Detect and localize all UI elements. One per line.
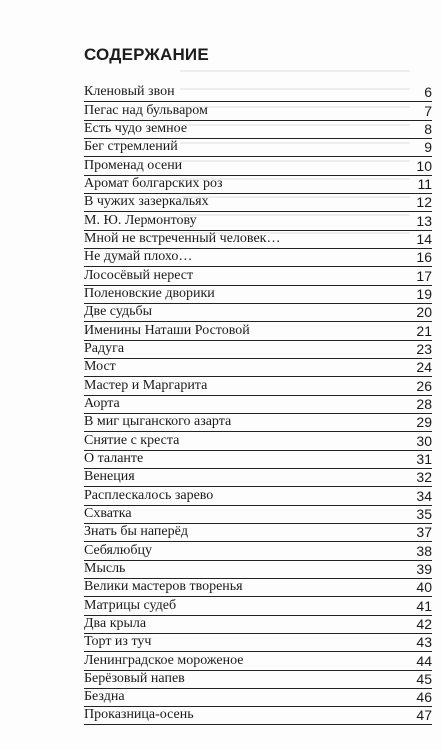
toc-entry-page-number: 13 (416, 212, 432, 229)
toc-entry-page-number: 39 (416, 560, 432, 577)
toc-entry-page-number: 23 (416, 340, 432, 357)
toc-entry-page-number: 10 (416, 157, 432, 174)
toc-entry-page-number: 7 (424, 102, 432, 119)
toc-entry-title: Поленовские дворики (84, 285, 215, 301)
table-of-contents (84, 84, 432, 725)
toc-entry-page-number: 31 (416, 450, 432, 467)
toc-entry-page-number: 35 (416, 505, 432, 522)
toc-entry (84, 194, 432, 212)
toc-entry-page-number: 8 (424, 120, 432, 137)
toc-entry-title: М. Ю. Лермонтову (84, 212, 197, 228)
toc-entry (84, 176, 432, 194)
toc-entry (84, 506, 432, 524)
toc-entry-page-number: 19 (416, 285, 432, 302)
toc-entry (84, 157, 432, 175)
toc-entry-title: Ленинградское мороженое (84, 652, 244, 668)
toc-entry-page-number: 46 (416, 689, 432, 706)
toc-entry (84, 304, 432, 322)
toc-entry-title: Именины Наташи Ростовой (84, 322, 250, 338)
toc-entry-page-number: 29 (416, 414, 432, 431)
toc-entry (84, 432, 432, 450)
toc-entry-title: Два крыла (84, 615, 147, 631)
toc-entry-page-number: 9 (424, 139, 432, 156)
toc-entry-title: Лососёвый нерест (84, 267, 194, 283)
toc-entry-title: Не думай плохо… (84, 249, 193, 265)
toc-entry-title: Радуга (84, 340, 125, 356)
toc-entry-title: Велики мастеров творенья (84, 579, 243, 595)
toc-entry-title: Себялюбцу (84, 542, 152, 558)
toc-entry-title: Есть чудо земное (84, 120, 188, 136)
toc-entry-title: Мост (84, 359, 116, 375)
toc-entry-page-number: 20 (416, 304, 432, 321)
toc-entry-page-number: 42 (416, 615, 432, 632)
toc-entry-title: Кленовый звон (84, 84, 175, 100)
toc-entry (84, 139, 432, 157)
toc-entry-page-number: 26 (416, 377, 432, 394)
toc-entry (84, 469, 432, 487)
toc-entry-page-number: 32 (416, 469, 432, 486)
toc-entry-title: Аромат болгарских роз (84, 175, 223, 191)
toc-entry (84, 451, 432, 469)
toc-entry-page-number: 45 (416, 670, 432, 687)
toc-entry-title: Знать бы наперёд (84, 524, 188, 540)
toc-entry-page-number: 44 (416, 652, 432, 669)
toc-entry (84, 102, 432, 120)
toc-entry-page-number: 43 (416, 634, 432, 651)
toc-entry (84, 322, 432, 340)
toc-entry (84, 249, 432, 267)
toc-entry-title: Бездна (84, 689, 125, 705)
toc-entry-page-number: 12 (416, 194, 432, 211)
contents-heading: СОДЕРЖАНИЕ (84, 45, 209, 64)
toc-entry (84, 377, 432, 395)
toc-entry (84, 707, 432, 725)
toc-entry-title: Проказница-осень (84, 707, 194, 723)
toc-entry-page-number: 11 (417, 175, 432, 192)
toc-entry-page-number: 34 (416, 487, 432, 504)
toc-entry-title: Променад осени (84, 157, 183, 173)
toc-entry (84, 414, 432, 432)
toc-entry (84, 231, 432, 249)
toc-entry (84, 487, 432, 505)
toc-entry-page-number: 6 (424, 84, 432, 101)
toc-entry (84, 286, 432, 304)
toc-entry-title: Расплескалось зарево (84, 487, 214, 503)
toc-entry (84, 341, 432, 359)
toc-entry-page-number: 16 (416, 249, 432, 266)
toc-entry (84, 396, 432, 414)
toc-entry-page-number: 30 (416, 432, 432, 449)
toc-entry-title: Пегас над бульваром (84, 102, 208, 118)
toc-entry (84, 689, 432, 707)
toc-entry-title: Бег стремлений (84, 139, 178, 155)
toc-entry-page-number: 40 (416, 579, 432, 596)
toc-entry-page-number: 47 (416, 707, 432, 724)
toc-entry-page-number: 37 (416, 524, 432, 541)
toc-entry (84, 359, 432, 377)
toc-entry-title: Схватка (84, 505, 132, 521)
toc-entry-title: О таланте (84, 450, 144, 466)
toc-entry-title: Берёзовый напев (84, 670, 185, 686)
toc-entry-title: Две судьбы (84, 304, 152, 320)
toc-entry-title: Матрицы судеб (84, 597, 177, 613)
toc-entry (84, 561, 432, 579)
toc-entry-title: Мной не встреченный человек… (84, 230, 281, 246)
toc-entry-title: Торт из туч (84, 634, 152, 650)
toc-entry-title: Мысль (84, 560, 126, 576)
toc-entry (84, 267, 432, 285)
toc-entry-title: Аорта (84, 395, 120, 411)
toc-entry (84, 597, 432, 615)
toc-entry-title: Венеция (84, 469, 135, 485)
toc-entry (84, 616, 432, 634)
toc-entry-page-number: 24 (416, 359, 432, 376)
toc-entry-page-number: 41 (416, 597, 432, 614)
toc-entry-page-number: 38 (416, 542, 432, 559)
toc-entry-title: В миг цыганского азарта (84, 414, 232, 430)
toc-entry (84, 524, 432, 542)
toc-entry-title: В чужих зазеркальях (84, 194, 209, 210)
toc-entry-title: Мастер и Маргарита (84, 377, 208, 393)
toc-entry (84, 84, 432, 102)
toc-entry (84, 671, 432, 689)
toc-entry (84, 212, 432, 230)
toc-entry-page-number: 21 (416, 322, 432, 339)
toc-entry (84, 579, 432, 597)
toc-entry (84, 542, 432, 560)
toc-entry-page-number: 17 (416, 267, 432, 284)
toc-entry (84, 634, 432, 652)
toc-entry (84, 652, 432, 670)
toc-entry (84, 121, 432, 139)
toc-entry-title: Снятие с креста (84, 432, 180, 448)
toc-entry-page-number: 14 (416, 230, 432, 247)
toc-entry-page-number: 28 (416, 395, 432, 412)
